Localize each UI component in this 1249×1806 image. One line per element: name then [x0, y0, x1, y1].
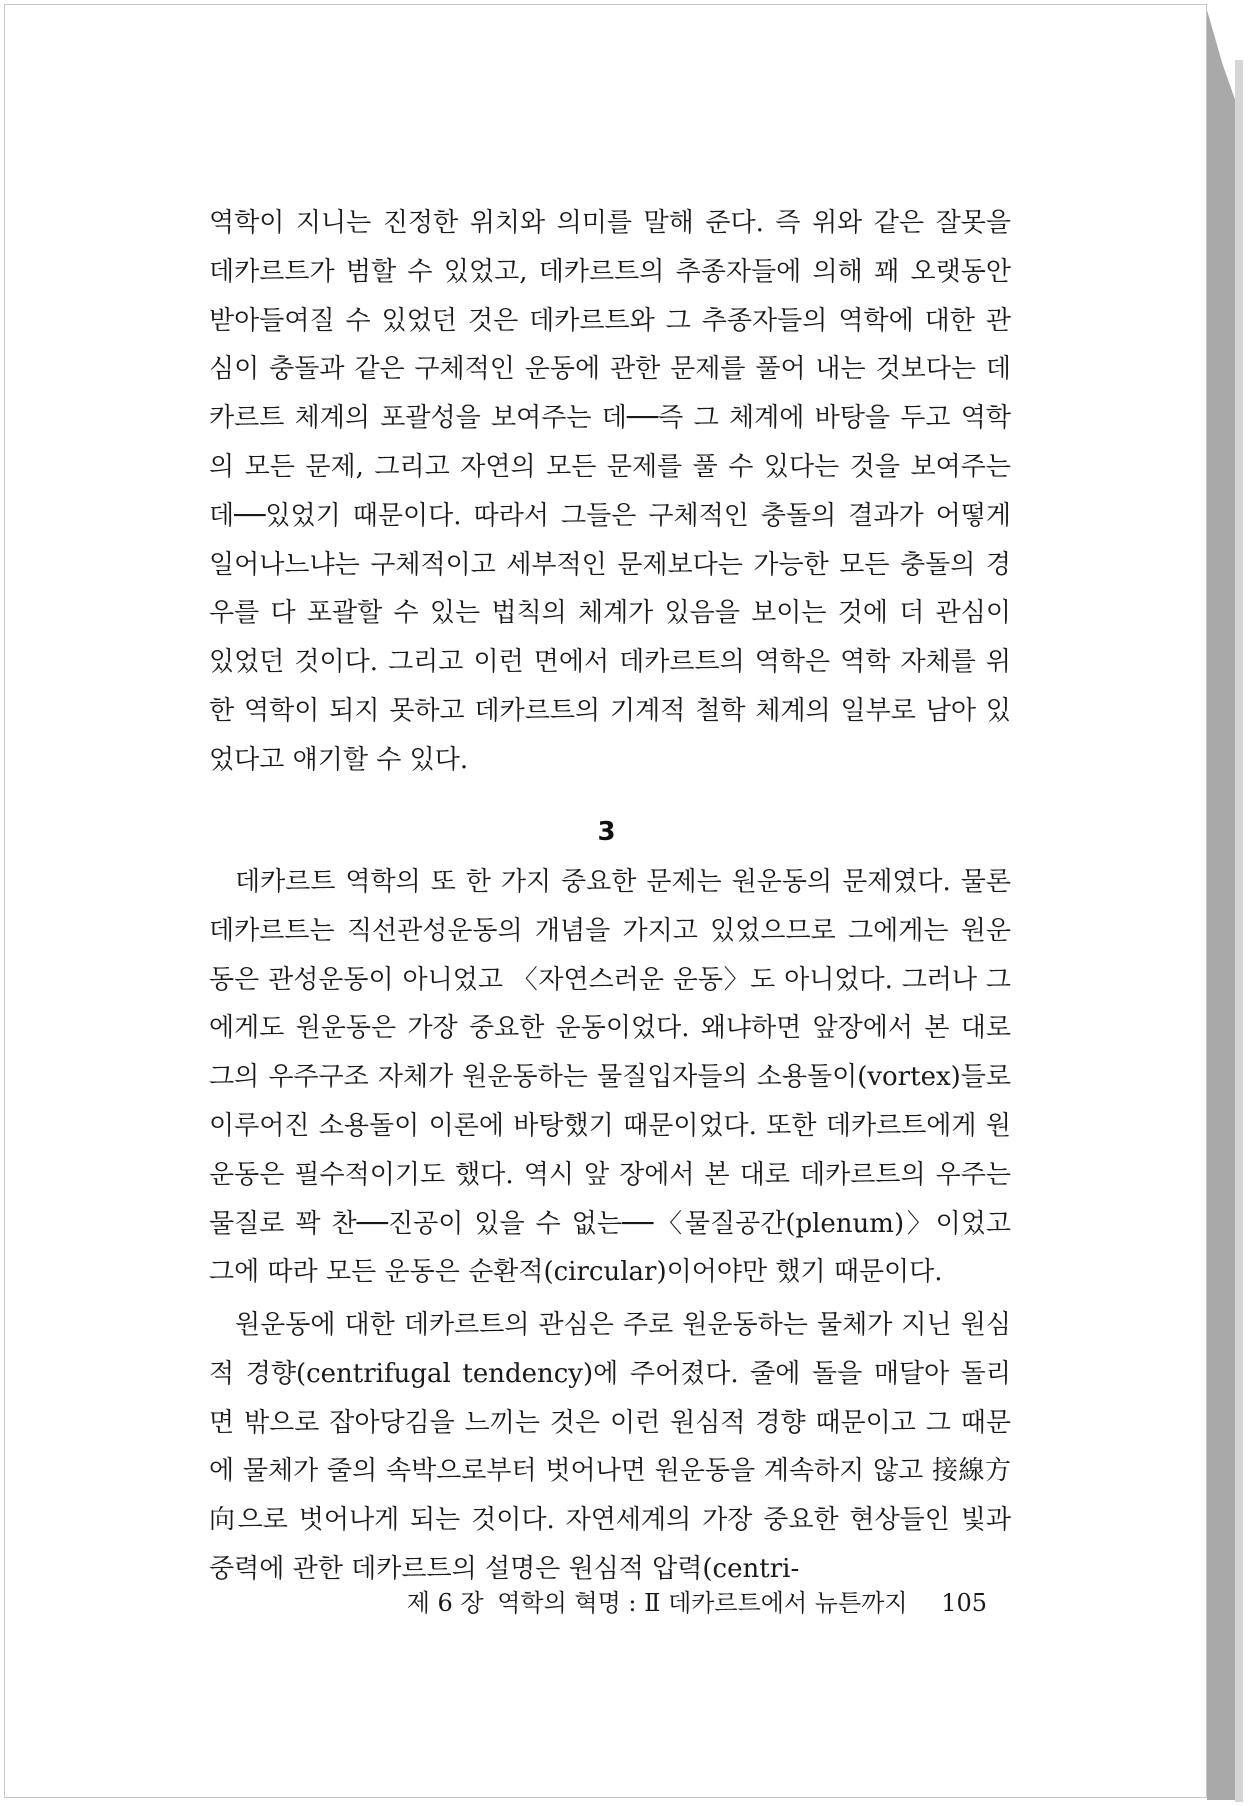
page-shadow [1235, 60, 1243, 1802]
running-footer [397, 1583, 987, 1618]
body-paragraph [209, 199, 1011, 785]
book-page [4, 4, 1207, 1798]
paragraph-text: 역학이 지니는 진정한 위치와 의미를 말해 준다. 즉 위와 같은 잘못을 데카르트가 범할 수 있었고, 데카르트의 추종자들에 의해 꽤 오랫동안 받아들여질 수 있었던 것은 데카르트와 그 추종자들의 역학에 대한 관심이 충돌과 같은 구체적인 운동에 관한 문제를 풀어 내는 것보다는 데카르트 체계의 포괄성을 보여주는 데──즉 그 체계에 바탕을 두고 역학의 모든 문제, 그리고 자연의 모든 문제를 풀 수 있다는 것을 보여주는 데──있었기 때문이다. 따라서 그들은 구체적인 충돌의 결과가 어떻게 일어나느냐는 구체적이고 세부적인 문제보다는 가능한 모든 충돌의 경우를 다 포괄할 수 있는 법칙의 체계가 있음을 보이는 것에 더 관심이 있었던 것이다. 그리고 이런 면에서 데카르트의 역학은 역학 자체를 위한 역학이 되지 못하고 데카르트의 기계적 철학 체계의 일부로 남아 있었다고 얘기할 수 있다. [209, 208, 1011, 775]
footer-title: 역학의 혁명 : Ⅱ 데카르트에서 뉴튼까지 [497, 1589, 908, 1617]
page-number: 105 [941, 1589, 987, 1617]
body-paragraph [209, 1301, 1011, 1594]
paragraph-text: 데카르트 역학의 또 한 가지 중요한 문제는 원운동의 문제였다. 물론 데카르트는 직선관성운동의 개념을 가지고 있었으므로 그에게는 원운동은 관성운동이 아니었고 〈자연스러운 운동〉도 아니었다. 그러나 그에게도 원운동은 가장 중요한 운동이었다. 왜냐하면 앞장에서 본 대로 그의 우주구조 자체가 원운동하는 물질입자들의 소용돌이(vortex)들로 이루어진 소용돌이 이론에 바탕했기 때문이었다. 또한 데카르트에게 원운동은 필수적이기도 했다. 역시 앞 장에서 본 대로 데카르트의 우주는 물질로 꽉 찬──진공이 있을 수 없는──〈물질공간(plenum)〉이었고 그에 따라 모든 운동은 순환적(circular)이어야만 했기 때문이다. [209, 867, 1011, 1288]
section-heading: 3 [597, 817, 616, 847]
page-stack-edge [1207, 10, 1235, 1800]
paragraph-text: 원운동에 대한 데카르트의 관심은 주로 원운동하는 물체가 지닌 원심적 경향(centrifugal tendency)에 주어졌다. 줄에 돌을 매달아 돌리면 밖으로 잡아당김을 느끼는 것은 이런 원심적 경향 때문이고 그 때문에 물체가 줄의 속박으로부터 벗어나면 원운동을 계속하지 않고 接線方向으로 벗어나게 되는 것이다. 자연세계의 가장 중요한 현상들인 빛과 중력에 관한 데카르트의 설명은 원심적 압력(centri- [209, 1310, 1011, 1584]
footer-chapter: 제 6 장 [406, 1589, 484, 1617]
body-paragraph [209, 858, 1011, 1297]
